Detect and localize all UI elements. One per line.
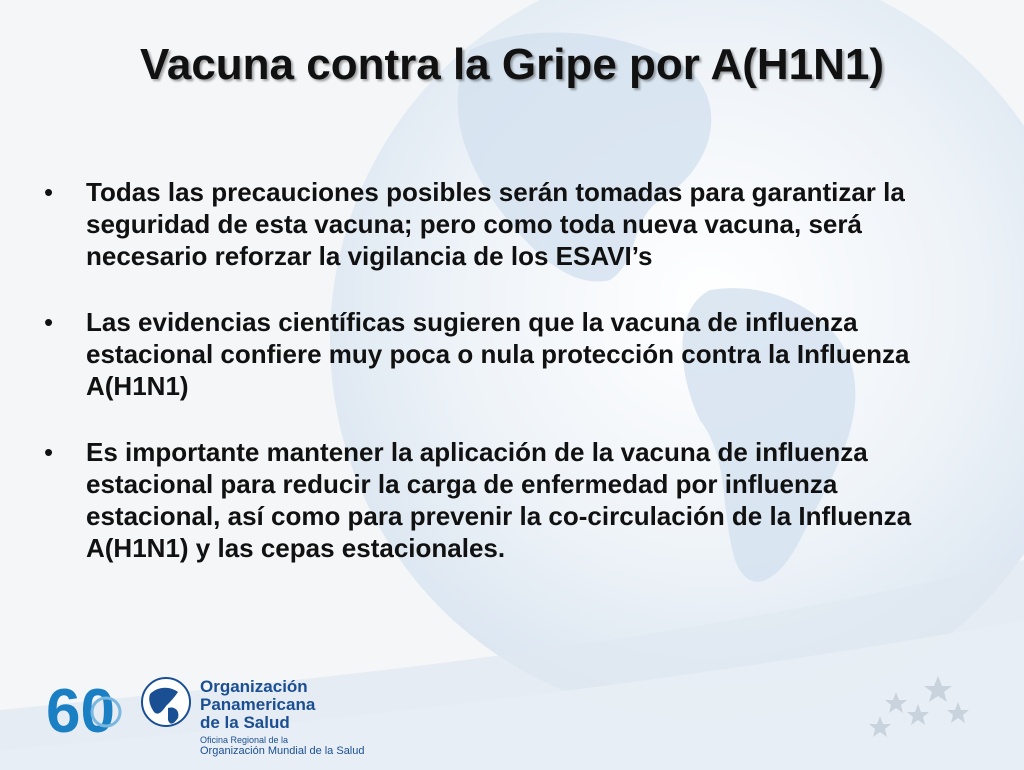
bullet-text: Todas las precauciones posibles serán tomadas para garantizar la seguridad de esta vacuna; pero como toda nueva vacuna, será necesario reforzar la vigilancia de los ESAVI’s <box>86 177 905 271</box>
slide-title: Vacuna contra la Gripe por A(H1N1) <box>139 40 885 89</box>
bullet-text: Es importante mantener la aplicación de la vacuna de influenza estacional para reducir la carga de enfermedad por influenza estacional, así como para prevenir la co-circulación de la Influenza A(H1N1) y las cepas estacionales. <box>86 437 912 563</box>
org-sub-line: Organización Mundial de la Salud <box>200 745 365 757</box>
anniversary-60-logo <box>44 676 130 738</box>
bullet-dot-icon: • <box>44 307 54 337</box>
bullet-dot-icon: • <box>44 437 54 467</box>
list-item <box>40 176 970 272</box>
anniversary-number: 60 <box>46 677 115 738</box>
paho-emblem-icon <box>140 676 196 736</box>
org-name-line: de la Salud <box>200 713 290 732</box>
org-sub-line: Oficina Regional de la <box>200 735 289 745</box>
org-subtitle <box>200 735 365 757</box>
bullet-dot-icon: • <box>44 177 54 207</box>
org-name-line: Organización <box>200 677 308 696</box>
org-name-line: Panamericana <box>200 695 316 714</box>
bullet-text: Las evidencias científicas sugieren que la vacuna de influenza estacional confiere muy poca o nula protección contra la Influenza A(H1N1) <box>86 307 910 401</box>
list-item <box>40 436 970 564</box>
org-name <box>200 678 315 732</box>
list-item <box>40 306 970 402</box>
bullet-list <box>40 176 970 598</box>
stars-decoration-icon <box>866 672 986 742</box>
